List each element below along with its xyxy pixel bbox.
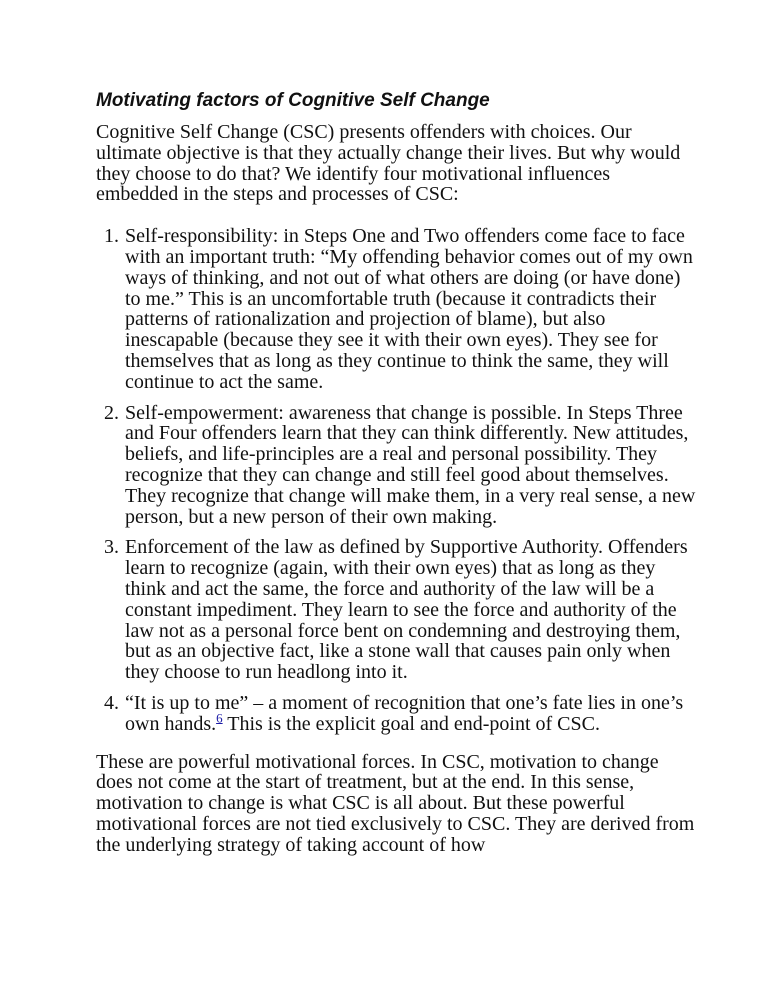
- document-page: [96, 88, 696, 856]
- section-heading: Motivating factors of Cognitive Self Change: [96, 90, 490, 111]
- list-item-number: 1.: [104, 225, 119, 248]
- list-item-text: Self-empowerment: awareness that change is possible. In Steps Three and Four offenders learn that they can think differently. New attitudes, beliefs, and life-principles are a real and personal possibility. They recognize that they can change and still feel good about themselves. They recognize that change will make them, in a very real sense, a new person, but a new person of their own making.: [125, 401, 696, 528]
- list-item: [96, 226, 696, 392]
- motivation-list: [96, 226, 696, 734]
- list-item-text-continued: This is the explicit goal and end-point of CSC.: [222, 712, 600, 735]
- intro-paragraph: Cognitive Self Change (CSC) presents offenders with choices. Our ultimate objective is that they actually change their lives. But why would they choose to do that? We identify four motivational influences embedded in the steps and processes of CSC:: [96, 121, 681, 206]
- list-item-number: 3.: [104, 536, 119, 559]
- closing-paragraph: These are powerful motivational forces. In CSC, motivation to change does not come at the start of treatment, but at the end. In this sense, motivation to change is what CSC is all about. But these powerful motivational forces are not tied exclusively to CSC. They are derived from the underlying strategy of taking account of how: [96, 750, 695, 856]
- list-item-number: 4.: [104, 691, 119, 714]
- list-item-text: “It is up to me” – a moment of recognition that one’s fate lies in one’s own hands.: [125, 691, 684, 735]
- footnote-link[interactable]: 6: [216, 710, 223, 726]
- list-item-text: Self-responsibility: in Steps One and Two offenders come face to face with an important truth: “My offending behavior comes out of my own ways of thinking, and not out of what others are doing (or have done) to me.” This is an uncomfortable truth (because it contradicts their patterns of rationalization and projection of blame), but also inescapable (because they see it with their own eyes). They see for themselves that as long as they continue to think the same, they will continue to act the same.: [125, 225, 693, 393]
- list-item: [96, 403, 696, 528]
- list-item: [96, 537, 696, 683]
- list-item: [96, 693, 696, 735]
- list-item-number: 2.: [104, 401, 119, 424]
- list-item-text: Enforcement of the law as defined by Supportive Authority. Offenders learn to recognize (again, with their own eyes) that as long as they think and act the same, the force and authority of the law will be a constant impediment. They learn to see the force and authority of the law not as a personal force bent on condemning and destroying them, but as an objective fact, like a stone wall that causes pain only when they choose to run headlong into it.: [125, 536, 688, 684]
